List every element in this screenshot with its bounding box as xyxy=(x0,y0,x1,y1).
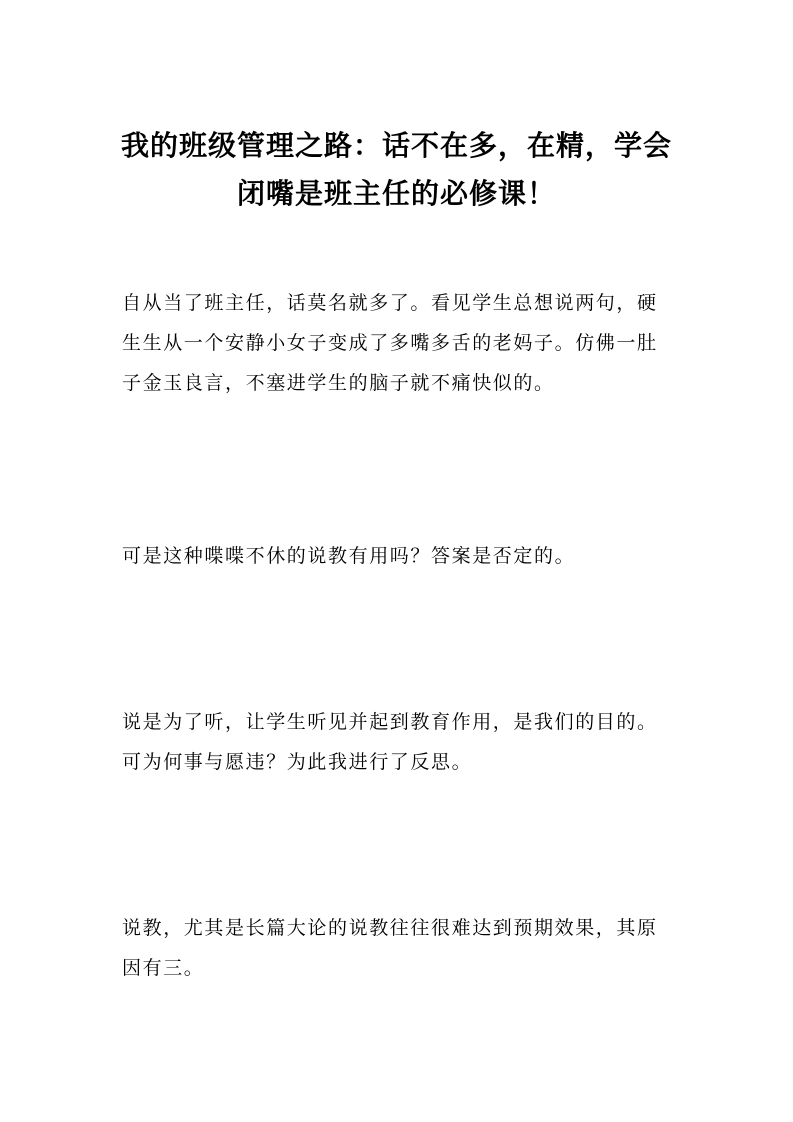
title-line-2: 闭嘴是班主任的必修课！ xyxy=(236,177,556,210)
paragraph-3 xyxy=(122,702,674,782)
paragraph-line: 生生从一个安静小女子变成了多嘴多舌的老妈子。仿佛一肚 xyxy=(122,332,658,354)
paragraph-line: 说是为了听，让学生听见并起到教育作用，是我们的目的。 xyxy=(122,711,658,733)
paragraph-1 xyxy=(122,283,674,403)
paragraph-line: 子金玉良言，不塞进学生的脑子就不痛快似的。 xyxy=(122,372,555,394)
paragraph-line: 可是这种喋喋不休的说教有用吗？答案是否定的。 xyxy=(122,545,576,567)
paragraph-line: 自从当了班主任，话莫名就多了。看见学生总想说两句，硬 xyxy=(122,292,658,314)
article-title xyxy=(110,122,683,218)
paragraph-4 xyxy=(122,908,674,988)
paragraph-line: 说教，尤其是长篇大论的说教往往很难达到预期效果，其原 xyxy=(122,917,658,939)
title-line-1: 我的班级管理之路：话不在多，在精，学会 xyxy=(120,129,672,162)
paragraph-line: 可为何事与愿违？为此我进行了反思。 xyxy=(122,751,473,773)
paragraph-line: 因有三。 xyxy=(122,957,205,979)
paragraph-2 xyxy=(122,536,674,576)
